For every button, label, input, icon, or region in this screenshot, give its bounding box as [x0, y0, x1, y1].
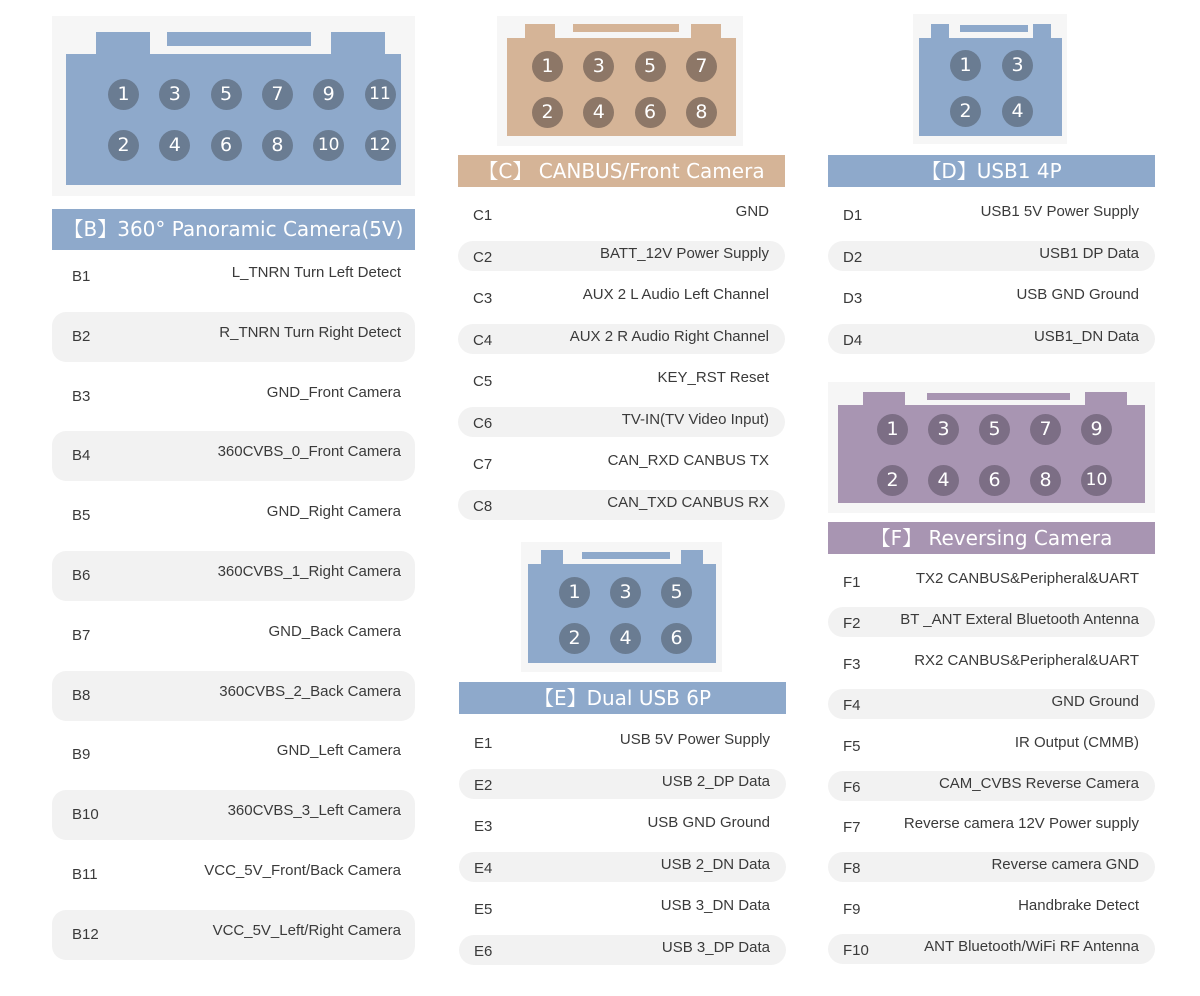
pin-code: F8 [843, 860, 861, 878]
pin-description: Handbrake Detect [1018, 897, 1139, 915]
pin-3: 3 [583, 51, 614, 82]
pin-code: C6 [473, 414, 493, 432]
pin-code: B12 [72, 925, 99, 943]
pin-12: 12 [365, 130, 396, 161]
pin-description: TX2 CANBUS&Peripheral&UART [915, 570, 1139, 587]
pin-1: 1 [950, 50, 981, 81]
pin-code: B4 [72, 447, 91, 465]
connector-d-latch [960, 25, 1028, 32]
connector-c-latch [573, 24, 679, 32]
table-row [52, 671, 415, 721]
pin-code: F2 [843, 614, 861, 632]
pin-description: GND_Right Camera [266, 503, 401, 521]
table-row [52, 611, 415, 661]
pin-description: CAM_CVBS Reverse Camera [938, 774, 1139, 792]
table-row [458, 448, 785, 478]
pin-9: 9 [313, 79, 344, 110]
connector-f-latch [927, 393, 1070, 400]
pin-code: B5 [72, 507, 91, 525]
pin-2: 2 [108, 130, 139, 161]
table-row [459, 727, 786, 757]
table-row [52, 910, 415, 960]
pin-1: 1 [877, 414, 908, 445]
pin-6: 6 [211, 130, 242, 161]
table-row [828, 811, 1155, 841]
pin-description: GND_Front Camera [266, 383, 401, 401]
pin-code: D3 [843, 290, 863, 307]
connector-e-latch [582, 552, 670, 559]
pin-description: USB 3_DP Data [661, 938, 770, 956]
connector-b-panel [52, 16, 415, 196]
pin-8: 8 [686, 97, 717, 128]
pin-code: B1 [72, 268, 91, 285]
table-row [459, 893, 786, 923]
table-row [828, 771, 1155, 801]
table-row [52, 312, 415, 362]
pin-code: B3 [72, 387, 91, 405]
pin-11: 11 [365, 79, 396, 110]
pin-5: 5 [635, 51, 666, 82]
connector-b-latch [167, 32, 311, 46]
pin-code: F10 [843, 942, 869, 960]
table-row [52, 790, 415, 840]
pin-code: B2 [72, 327, 91, 345]
connector-c-panel [497, 16, 743, 146]
pin-6: 6 [979, 465, 1010, 496]
pin-9: 9 [1081, 414, 1112, 445]
table-row [52, 551, 415, 601]
pin-description: L_TNRN Turn Left Detect [231, 264, 401, 281]
pin-description: USB1 DP Data [1039, 244, 1139, 262]
pin-code: B9 [72, 746, 91, 764]
pin-code: B7 [72, 626, 91, 644]
table-row [52, 491, 415, 541]
pin-8: 8 [262, 130, 293, 161]
pin-code: F5 [843, 737, 861, 755]
section-b-title: 【B】360° Panoramic Camera(5V) [52, 209, 415, 250]
pin-4: 4 [583, 97, 614, 128]
pin-7: 7 [686, 51, 717, 82]
pin-code: D1 [843, 207, 863, 224]
pin-description: IR Output (CMMB) [1014, 733, 1139, 751]
pin-code: C2 [473, 248, 493, 266]
table-row [459, 769, 786, 799]
pin-10: 10 [313, 130, 344, 161]
pin-2: 2 [877, 465, 908, 496]
table-row [828, 199, 1155, 229]
table-row [52, 372, 415, 422]
table-row [828, 852, 1155, 882]
pin-description: AUX 2 R Audio Right Channel [569, 327, 769, 345]
table-row [458, 199, 785, 229]
pin-code: E2 [474, 776, 493, 794]
pin-description: BT _ANT Exteral Bluetooth Antenna [900, 610, 1139, 628]
connector-b-body [66, 54, 401, 185]
section-c-title: 【C】 CANBUS/Front Camera [458, 155, 785, 187]
pin-3: 3 [159, 79, 190, 110]
pin-6: 6 [661, 623, 692, 654]
pin-description: USB GND Ground [1016, 286, 1139, 303]
pin-description: USB 2_DP Data [661, 772, 770, 790]
table-row [828, 730, 1155, 760]
pin-7: 7 [262, 79, 293, 110]
pin-4: 4 [928, 465, 959, 496]
pin-5: 5 [979, 414, 1010, 445]
pin-description: ANT Bluetooth/WiFi RF Antenna [924, 938, 1139, 956]
pin-description: 360CVBS_2_Back Camera [219, 682, 401, 700]
pin-description: RX2 CANBUS&Peripheral&UART [914, 651, 1139, 669]
pin-code: D2 [843, 248, 863, 266]
pin-10: 10 [1081, 465, 1112, 496]
table-row [828, 934, 1155, 964]
table-row [52, 252, 415, 302]
pin-description: KEY_RST Reset [657, 369, 769, 386]
table-row [459, 852, 786, 882]
table-row [458, 282, 785, 312]
pin-code: C8 [473, 497, 493, 515]
pin-description: USB 3_DN Data [660, 897, 770, 914]
table-row [828, 241, 1155, 271]
pin-5: 5 [661, 577, 692, 608]
pin-4: 4 [610, 623, 641, 654]
pin-description: USB 5V Power Supply [619, 731, 770, 748]
pin-6: 6 [635, 97, 666, 128]
pin-4: 4 [1002, 96, 1033, 127]
pin-1: 1 [108, 79, 139, 110]
pin-code: E4 [474, 859, 493, 877]
pin-description: TV-IN(TV Video Input) [621, 410, 769, 428]
section-d-title: 【D】USB1 4P [828, 155, 1155, 187]
pin-description: 360CVBS_1_Right Camera [217, 563, 401, 580]
pin-code: B11 [72, 866, 98, 883]
table-row [458, 241, 785, 271]
pin-code: E5 [474, 901, 493, 918]
pin-description: 360CVBS_0_Front Camera [217, 443, 401, 461]
pin-3: 3 [1002, 50, 1033, 81]
section-e-title: 【E】Dual USB 6P [459, 682, 786, 714]
pin-2: 2 [950, 96, 981, 127]
pin-code: C4 [473, 331, 493, 349]
pin-1: 1 [559, 577, 590, 608]
pin-description: BATT_12V Power Supply [600, 244, 769, 262]
connector-e-panel [521, 542, 722, 672]
pin-3: 3 [928, 414, 959, 445]
pin-description: USB1 5V Power Supply [980, 203, 1139, 220]
pin-description: GND Ground [1051, 692, 1139, 710]
pin-description: R_TNRN Turn Right Detect [219, 323, 401, 341]
connector-d-panel [913, 14, 1067, 144]
pin-4: 4 [159, 130, 190, 161]
table-row [52, 850, 415, 900]
pin-code: C5 [473, 373, 493, 390]
pin-code: F4 [843, 696, 861, 714]
table-row [828, 607, 1155, 637]
table-row [458, 490, 785, 520]
table-row [458, 365, 785, 395]
section-f-title: 【F】 Reversing Camera [828, 522, 1155, 554]
pin-code: F3 [843, 655, 861, 673]
pin-description: USB GND Ground [647, 814, 770, 831]
pin-code: E1 [474, 735, 493, 752]
pin-description: AUX 2 L Audio Left Channel [582, 286, 769, 303]
pin-description: CAN_TXD CANBUS RX [607, 493, 769, 511]
pin-description: VCC_5V_Left/Right Camera [212, 921, 401, 939]
pin-7: 7 [1030, 414, 1061, 445]
pin-description: 360CVBS_3_Left Camera [227, 802, 401, 820]
pin-description: CAN_RXD CANBUS TX [607, 452, 769, 469]
pin-code: F9 [843, 901, 861, 919]
pin-code: C1 [473, 207, 493, 224]
table-row [828, 566, 1155, 596]
pin-code: F7 [843, 819, 861, 837]
table-row [52, 431, 415, 481]
pin-code: F1 [843, 574, 861, 591]
table-row [458, 407, 785, 437]
table-row [828, 689, 1155, 719]
pin-code: F6 [843, 778, 861, 796]
pin-description: GND_Back Camera [268, 622, 401, 640]
pin-2: 2 [559, 623, 590, 654]
pin-description: GND_Left Camera [276, 742, 401, 760]
pin-code: B6 [72, 567, 91, 584]
pin-description: GND [735, 203, 769, 220]
pin-description: USB1_DN Data [1033, 327, 1139, 345]
table-row [828, 282, 1155, 312]
pin-code: C3 [473, 290, 493, 307]
table-row [459, 935, 786, 965]
pin-code: D4 [843, 331, 863, 349]
pin-8: 8 [1030, 465, 1061, 496]
pin-5: 5 [211, 79, 242, 110]
pin-3: 3 [610, 577, 641, 608]
pin-description: USB 2_DN Data [660, 855, 770, 873]
table-row [459, 810, 786, 840]
pin-1: 1 [532, 51, 563, 82]
table-row [828, 893, 1155, 923]
table-row [458, 324, 785, 354]
pin-code: B10 [72, 806, 99, 824]
pin-description: VCC_5V_Front/Back Camera [204, 862, 401, 879]
pin-code: E6 [474, 942, 493, 960]
pin-code: C7 [473, 456, 493, 473]
pin-code: E3 [474, 818, 493, 835]
pin-description: Reverse camera GND [991, 856, 1139, 874]
table-row [52, 730, 415, 780]
connector-f-panel [828, 382, 1155, 513]
pin-2: 2 [532, 97, 563, 128]
table-row [828, 648, 1155, 678]
connector-d-body [919, 38, 1062, 136]
pin-code: B8 [72, 686, 91, 704]
table-row [828, 324, 1155, 354]
pin-description: Reverse camera 12V Power supply [903, 815, 1139, 833]
